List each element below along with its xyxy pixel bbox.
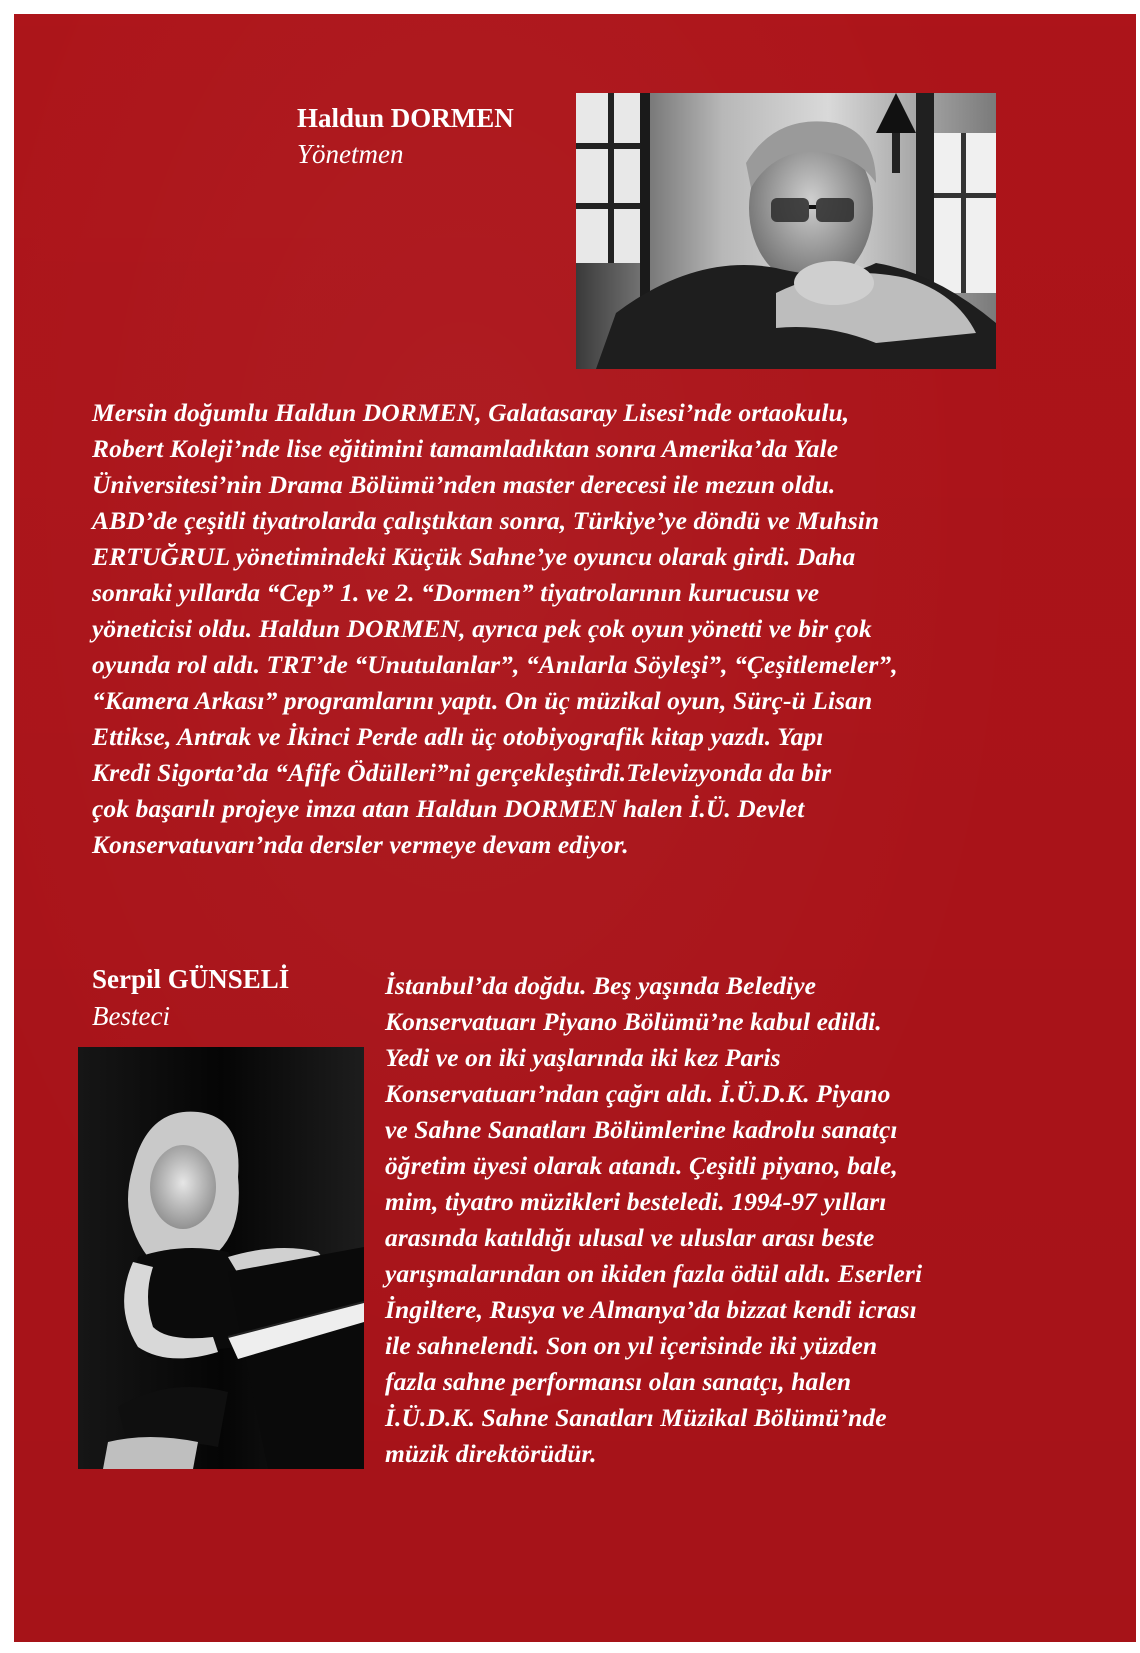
bio-line: ve Sahne Sanatları Bölümlerine kadrolu sanatçı <box>385 1115 898 1144</box>
bio-line: Kredi Sigorta’da “Afife Ödülleri”ni gerçekleştirdi.Televizyonda da bir <box>92 758 832 787</box>
bio-line: Robert Koleji’nde lise eğitimini tamamladıktan sonra Amerika’da Yale <box>92 434 839 463</box>
bio-line: müzik direktörüdür. <box>385 1439 597 1468</box>
bio-line: arasında katıldığı ulusal ve uluslar arası beste <box>385 1223 875 1252</box>
bio-line: Ettikse, Antrak ve İkinci Perde adlı üç otobiyografik kitap yazdı. Yapı <box>92 722 824 751</box>
person2-role: Besteci <box>92 1001 170 1031</box>
person1-portrait-photo <box>576 93 996 369</box>
bio-line: İngiltere, Rusya ve Almanya’da bizzat kendi icrası <box>385 1295 917 1324</box>
bio-line: yöneticisi oldu. Haldun DORMEN, ayrıca pek çok oyun yönetti ve bir çok <box>92 614 872 643</box>
bio-line: çok başarılı projeye imza atan Haldun DORMEN halen İ.Ü. Devlet <box>92 794 805 823</box>
bio-line: “Kamera Arkası” programlarını yaptı. On üç müzikal oyun, Sürç-ü Lisan <box>92 686 873 715</box>
person1-role: Yönetmen <box>297 139 404 169</box>
bio-line: Üniversitesi’nin Drama Bölümü’nden master derecesi ile mezun oldu. <box>92 470 836 499</box>
bio-line: mim, tiyatro müzikleri besteledi. 1994-97 yılları <box>385 1187 887 1216</box>
bio-line: öğretim üyesi olarak atandı. Çeşitli piyano, bale, <box>385 1151 898 1180</box>
bio-line: yarışmalarından on ikiden fazla ödül aldı. Eserleri <box>385 1259 923 1288</box>
person2-photo-illustration <box>78 1047 364 1469</box>
bio-line: ile sahnelendi. Son on yıl içerisinde iki yüzden <box>385 1331 878 1360</box>
bio-line: oyunda rol aldı. TRT’de “Unutulanlar”, “Anılarla Söyleşi”, “Çeşitlemeler”, <box>92 650 898 679</box>
bio-line: Yedi ve on iki yaşlarında iki kez Paris <box>385 1043 781 1072</box>
bio-line: Konservatuarı’ndan çağrı aldı. İ.Ü.D.K. Piyano <box>385 1079 891 1108</box>
person1-bio <box>92 395 898 863</box>
bio-line: İ.Ü.D.K. Sahne Sanatları Müzikal Bölümü’nde <box>385 1403 887 1432</box>
person2-bio <box>385 968 922 1472</box>
person1-name: Haldun DORMEN <box>297 103 514 133</box>
bio-line: Konservatuarı Piyano Bölümü’ne kabul edildi. <box>385 1007 882 1036</box>
bio-line: ABD’de çeşitli tiyatrolarda çalıştıktan sonra, Türkiye’ye döndü ve Muhsin <box>92 506 880 535</box>
person2-portrait-photo <box>78 1047 364 1469</box>
bio-line: sonraki yıllarda “Cep” 1. ve 2. “Dormen” tiyatrolarının kurucusu ve <box>92 578 820 607</box>
person1-photo-illustration <box>576 93 996 369</box>
bio-line: ERTUĞRUL yönetimindeki Küçük Sahne’ye oyuncu olarak girdi. Daha <box>92 542 856 571</box>
person2-name: Serpil GÜNSELİ <box>92 964 290 994</box>
bio-line: fazla sahne performansı olan sanatçı, halen <box>385 1367 852 1396</box>
bio-line: İstanbul’da doğdu. Beş yaşında Belediye <box>385 971 817 1000</box>
bio-line: Mersin doğumlu Haldun DORMEN, Galatasaray Lisesi’nde ortaokulu, <box>92 398 850 427</box>
bio-line: Konservatuvarı’nda dersler vermeye devam ediyor. <box>92 830 629 859</box>
